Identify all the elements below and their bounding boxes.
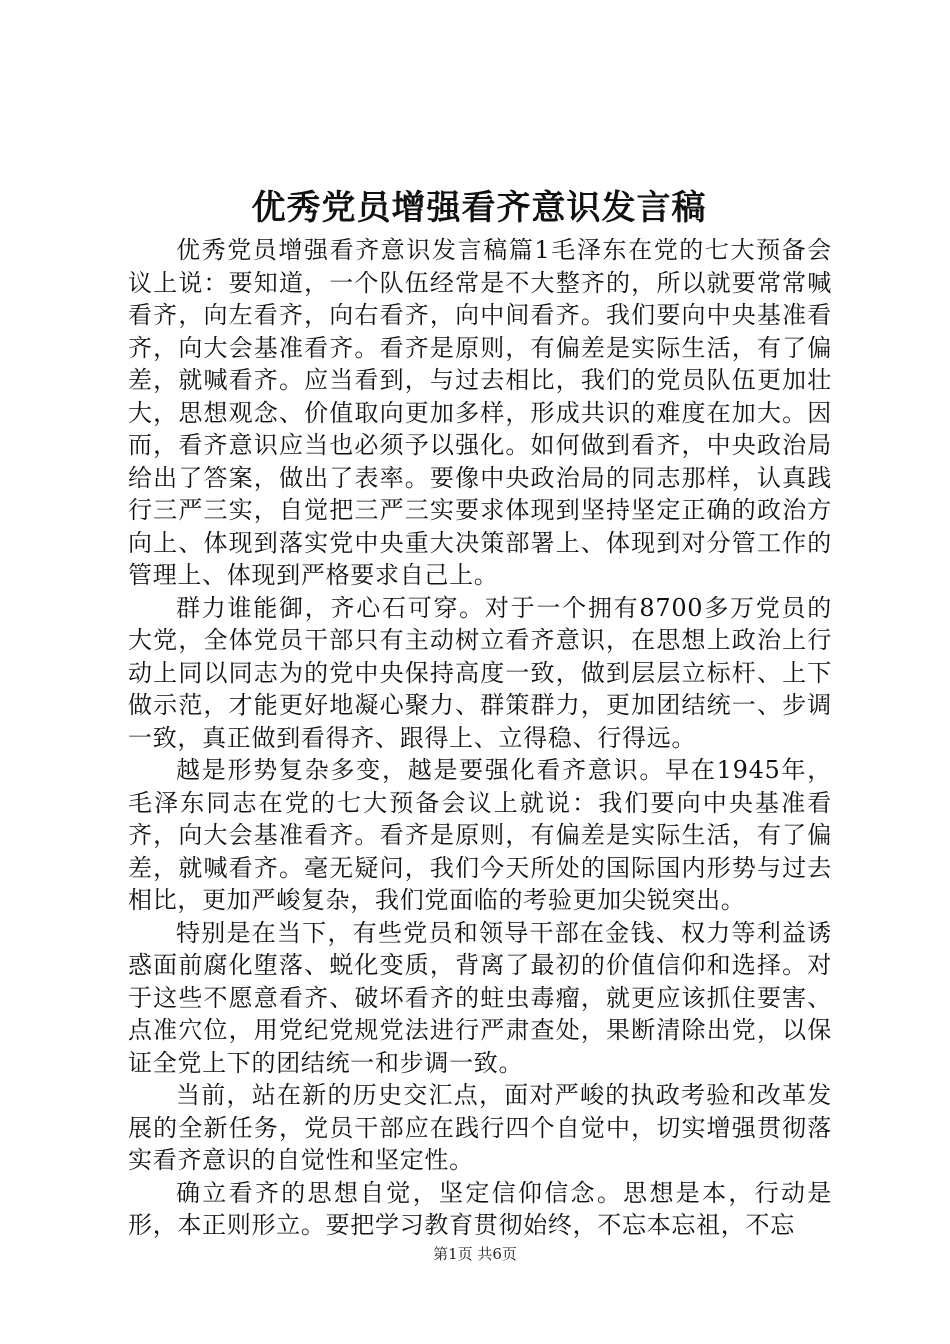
document-title: 优秀党员增强看齐意识发言稿 bbox=[251, 188, 707, 228]
paragraph: 确立看齐的思想自觉，坚定信仰信念。思想是本，行动是形，本正则形立。要把学习教育贯彻始终，不忘本忘祖，不忘 bbox=[128, 1178, 832, 1239]
document-body bbox=[128, 234, 832, 1242]
paragraph: 特别是在当下，有些党员和领导干部在金钱、权力等利益诱惑面前腐化堕落、蜕化变质，背离了最初的价值信仰和选择。对于这些不愿意看齐、破坏看齐的蛀虫毒瘤，就更应该抓住要害、点准穴位，用党纪党规党法进行严肃查处，果断清除出党，以保证全党上下的团结统一和步调一致。 bbox=[128, 918, 832, 1077]
paragraph: 群力谁能御，齐心石可穿。对于一个拥有8700多万党员的大党，全体党员干部只有主动树立看齐意识，在思想上政治上行动上同以同志为的党中央保持高度一致，做到层层立标杆、上下做示范，才能更好地凝心聚力、群策群力，更加团结统一、步调一致，真正做到看得齐、跟得上、立得稳、行得远。 bbox=[128, 593, 832, 752]
paragraph: 优秀党员增强看齐意识发言稿篇1毛泽东在党的七大预备会议上说：要知道，一个队伍经常是不大整齐的，所以就要常常喊看齐，向左看齐，向右看齐，向中间看齐。我们要向中央基准看齐，向大会基准看齐。看齐是原则，有偏差是实际生活，有了偏差，就喊看齐。应当看到，与过去相比，我们的党员队伍更加壮大，思想观念、价值取向更加多样，形成共识的难度在加大。因而，看齐意识应当也必须予以强化。如何做到看齐，中央政治局给出了答案，做出了表率。要像中央政治局的同志那样，认真践行三严三实，自觉把三严三实要求体现到坚持坚定正确的政治方向上、体现到落实党中央重大决策部署上、体现到对分管工作的管理上、体现到严格要求自己上。 bbox=[128, 236, 832, 589]
page-footer: 第1页 共6页 bbox=[433, 1245, 517, 1263]
paragraph: 当前，站在新的历史交汇点，面对严峻的执政考验和改革发展的全新任务，党员干部应在践行四个自觉中，切实增强贯彻落实看齐意识的自觉性和坚定性。 bbox=[128, 1081, 832, 1174]
paragraph: 越是形势复杂多变，越是要强化看齐意识。早在1945年，毛泽东同志在党的七大预备会议上就说：我们要向中央基准看齐，向大会基准看齐。看齐是原则，有偏差是实际生活，有了偏差，就喊看齐。毫无疑问，我们今天所处的国际国内形势与过去相比，更加严峻复杂，我们党面临的考验更加尖锐突出。 bbox=[128, 756, 832, 914]
